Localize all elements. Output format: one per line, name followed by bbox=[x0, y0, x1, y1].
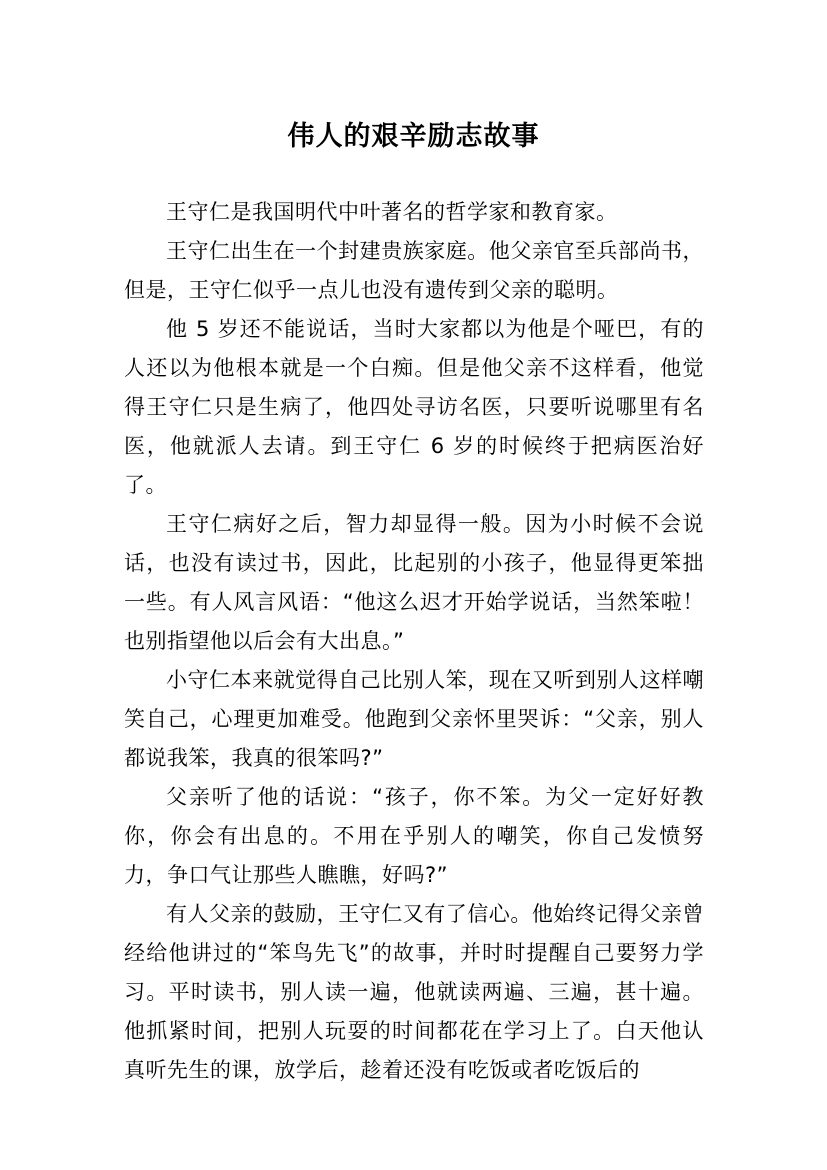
paragraph: 王守仁是我国明代中叶著名的哲学家和教育家。 bbox=[166, 200, 618, 224]
paragraph: 王守仁出生在一个封建贵族家庭。他父亲官至兵部尚书，但是，王守仁似乎一点儿也没有遗传到父亲的聪明。 bbox=[124, 239, 704, 302]
document-title: 伟人的艰辛励志故事 bbox=[287, 121, 540, 153]
document-body bbox=[124, 193, 704, 1090]
paragraph: 有人父亲的鼓励，王守仁又有了信心。他始终记得父亲曾经给他讲过的“笨鸟先飞”的故事，并时时提醒自己要努力学习。平时读书，别人读一遍，他就读两遍、三遍，甚十遍。他抓紧时间，把别人玩耍的时间都花在学习上了。白天他认真听先生的课，放学后，趁着还没有吃饭或者吃饭后的 bbox=[124, 902, 704, 1082]
paragraph: 父亲听了他的话说：“孩子，你不笨。为父一定好好教你，你会有出息的。不用在乎别人的嘲笑，你自己发愤努力，争口气让那些人瞧瞧，好吗?” bbox=[124, 785, 704, 887]
paragraph: 王守仁病好之后，智力却显得一般。因为小时候不会说话，也没有读过书，因此，比起别的小孩子，他显得更笨拙一些。有人风言风语：“他这么迟才开始学说话，当然笨啦！也别指望他以后会有大出息。” bbox=[124, 512, 704, 653]
paragraph: 小守仁本来就觉得自己比别人笨，现在又听到别人这样嘲笑自己，心理更加难受。他跑到父亲怀里哭诉：“父亲，别人都说我笨，我真的很笨吗?” bbox=[124, 668, 704, 770]
paragraph: 他 5 岁还不能说话，当时大家都以为他是个哑巴，有的人还以为他根本就是一个白痴。但是他父亲不这样看，他觉得王守仁只是生病了，他四处寻访名医，只要听说哪里有名医，他就派人去请。到王守仁 6 岁的时候终于把病医治好了。 bbox=[124, 317, 704, 497]
